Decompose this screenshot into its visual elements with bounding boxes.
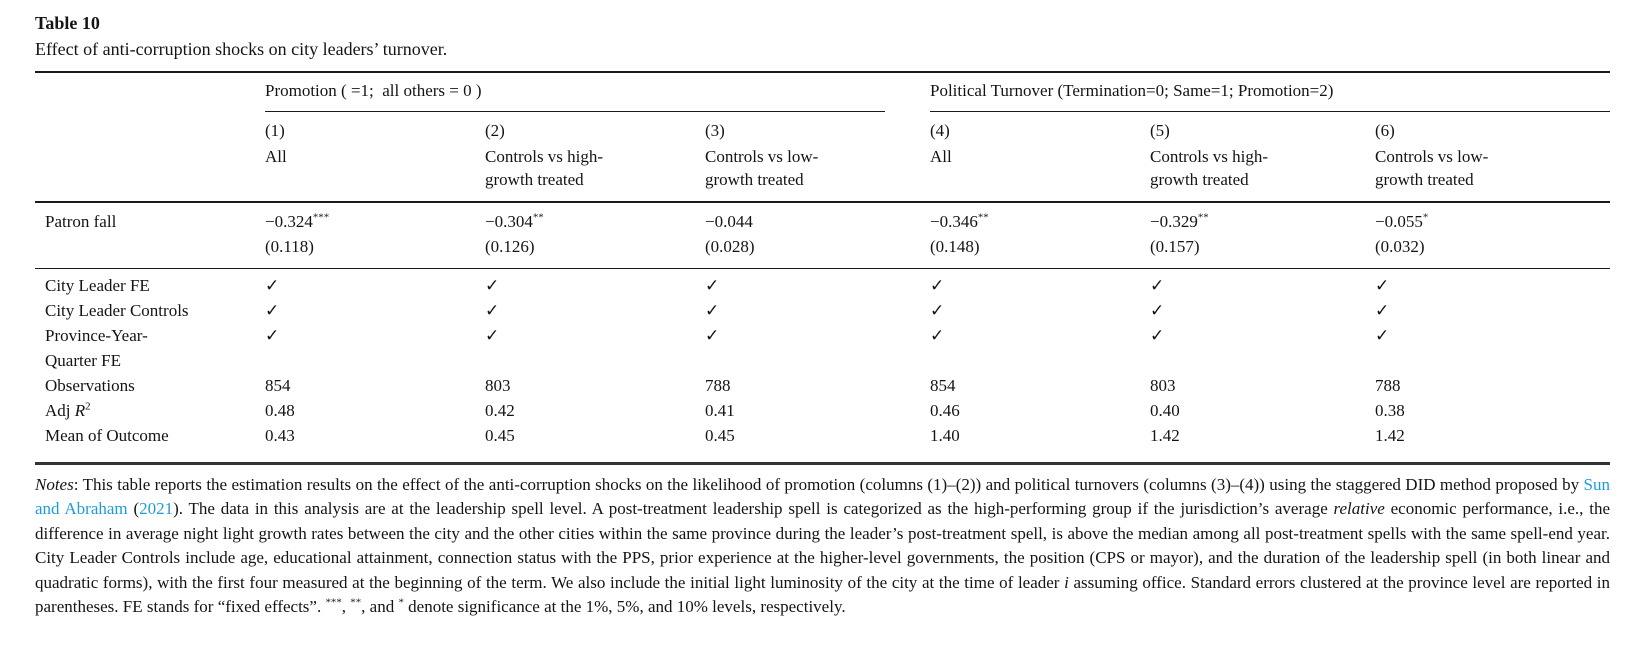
spec-row-adj-r2 — [35, 398, 1610, 423]
observations-value: 788 — [705, 376, 731, 395]
mean-outcome-value: 1.40 — [930, 426, 960, 445]
column-group-promotion — [265, 73, 930, 112]
coefficient-row — [35, 203, 1610, 234]
observations-value: 854 — [930, 376, 956, 395]
coefficient-value: −0.329 — [1150, 211, 1198, 231]
horizontal-rule — [35, 462, 1610, 465]
check-mark: ✓ — [930, 301, 945, 320]
mean-outcome-value: 0.45 — [485, 426, 515, 445]
standard-error: (0.157) — [1150, 236, 1200, 256]
column-label: Controls vs low- — [705, 147, 819, 166]
text-segment: , and — [361, 597, 399, 616]
spacer-cell — [35, 234, 265, 268]
significance-stars: *** — [312, 210, 330, 223]
adj-r2-value: 0.46 — [930, 401, 960, 420]
coefficient-value: −0.324 — [265, 211, 313, 231]
significance-stars: ** — [532, 210, 544, 223]
check-mark: ✓ — [705, 326, 720, 345]
text-segment: Province-Year- — [45, 326, 148, 345]
superscript-text: *** — [325, 596, 342, 609]
column-header-6 — [1375, 112, 1610, 201]
coefficient-value: −0.304 — [485, 211, 533, 231]
check-mark: ✓ — [1375, 326, 1390, 345]
text-segment: R — [74, 401, 86, 420]
text-segment: denote significance at the 1%, 5%, and 10% levels, respectively. — [403, 597, 846, 616]
mean-outcome-value: 0.45 — [705, 426, 735, 445]
text-segment: City Leader FE — [45, 276, 150, 295]
row-label — [35, 323, 265, 373]
text-segment: i — [1064, 572, 1069, 592]
column-header-4 — [930, 112, 1150, 201]
check-mark: ✓ — [930, 276, 945, 295]
coefficient-cell — [265, 203, 485, 234]
adj-r2-value: 0.40 — [1150, 401, 1180, 420]
text-segment: City Leader Controls — [45, 301, 189, 320]
check-mark: ✓ — [265, 301, 280, 320]
column-group-political-turnover — [930, 73, 1610, 112]
column-header-1 — [265, 112, 485, 201]
observations-value: 803 — [485, 376, 511, 395]
check-mark: ✓ — [705, 276, 720, 295]
column-number: (5) — [1150, 121, 1170, 140]
spec-row-city-leader-controls — [35, 298, 1610, 323]
observations-value: 803 — [1150, 376, 1176, 395]
column-header-5 — [1150, 112, 1375, 201]
standard-error: (0.148) — [930, 236, 980, 256]
row-label — [35, 398, 265, 423]
column-number: (3) — [705, 121, 725, 140]
citation-link[interactable]: Sun and Abraham — [35, 474, 1610, 518]
significance-stars: * — [1422, 210, 1429, 223]
coefficient-cell — [1150, 203, 1375, 234]
check-mark: ✓ — [1150, 326, 1165, 345]
standard-error: (0.126) — [485, 236, 535, 256]
standard-error-row — [35, 234, 1610, 268]
text-segment: : This table reports the estimation results on the effect of the anti-corruption shocks on the likelihood of promotion (columns (1)–(2)) and political turnovers (columns (3)–(4)) using the staggered DID method proposed by — [73, 474, 1584, 494]
standard-error: (0.118) — [265, 236, 314, 256]
coefficient-value: −0.346 — [930, 211, 978, 231]
spec-row-city-leader-fe — [35, 269, 1610, 298]
notes-paragraph — [35, 473, 1610, 620]
column-label: Controls vs high- — [485, 147, 604, 166]
check-mark: ✓ — [265, 276, 280, 295]
column-label: All — [930, 147, 952, 166]
table-caption: Effect of anti-corruption shocks on city leaders’ turnover. — [35, 39, 448, 59]
spec-row-mean-of-outcome — [35, 423, 1610, 462]
column-number: (4) — [930, 121, 950, 140]
check-mark: ✓ — [265, 326, 280, 345]
check-mark: ✓ — [930, 326, 945, 345]
row-label — [35, 298, 265, 323]
coefficient-cell — [930, 203, 1150, 234]
check-mark: ✓ — [1150, 276, 1165, 295]
row-label — [35, 423, 265, 462]
row-label: Patron fall — [45, 211, 117, 231]
significance-stars: ** — [1197, 210, 1209, 223]
text-segment: economic performance, i.e., the difference in average night light growth rates between the city and the other cities within the same province during the leader’s post-treatment spell, is above the median among all post-treatment spells with the same spell-end year. City Leader Controls include age, educational attainment, connection status with the PPS, prior experience at the higher-level governments, the position (CPS or mayor), and the duration of the leadership spell (in both linear and quadratic forms), with the first four measured at the beginning of the term. We also include the initial light luminosity of the city at the time of leader — [35, 499, 1610, 592]
superscript-text: 2 — [85, 400, 91, 413]
column-number: (2) — [485, 121, 505, 140]
column-group-header: Political Turnover (Termination=0; Same=1; Promotion=2) — [930, 73, 1610, 112]
coefficient-value: −0.055 — [1375, 211, 1423, 231]
column-label: growth treated — [485, 170, 584, 189]
check-mark: ✓ — [485, 276, 500, 295]
adj-r2-value: 0.42 — [485, 401, 515, 420]
check-mark: ✓ — [1375, 276, 1390, 295]
citation-link[interactable]: 2021 — [139, 499, 174, 518]
column-header-3 — [705, 112, 930, 201]
text-segment: relative — [1333, 499, 1385, 518]
spacer-cell — [35, 73, 265, 112]
coefficient-cell — [1375, 203, 1610, 234]
spec-row-observations — [35, 373, 1610, 398]
observations-value: 854 — [265, 376, 291, 395]
column-label: Controls vs high- — [1150, 147, 1269, 166]
observations-value: 788 — [1375, 376, 1401, 395]
text-segment: ( — [127, 499, 140, 518]
text-segment: assuming office. Standard errors clustered at the province level are reported in parentheses. FE stands for “fixed effects”. — [35, 572, 1610, 616]
standard-error: (0.032) — [1375, 236, 1425, 256]
coefficient-cell — [705, 203, 930, 234]
check-mark: ✓ — [705, 301, 720, 320]
column-label: growth treated — [1150, 170, 1249, 189]
text-segment: Notes — [35, 474, 74, 494]
column-label: growth treated — [705, 170, 804, 189]
mean-outcome-value: 0.43 — [265, 426, 295, 445]
check-mark: ✓ — [1150, 301, 1165, 320]
adj-r2-value: 0.38 — [1375, 401, 1405, 420]
text-segment: Mean of Outcome — [45, 426, 169, 445]
column-header-row — [35, 112, 1610, 201]
column-number: (6) — [1375, 121, 1395, 140]
row-label — [35, 373, 265, 398]
column-label: growth treated — [1375, 170, 1474, 189]
text-segment: , — [341, 597, 351, 616]
check-mark: ✓ — [1375, 301, 1390, 320]
check-mark: ✓ — [485, 301, 500, 320]
coefficient-cell — [485, 203, 705, 234]
column-label: Controls vs low- — [1375, 147, 1489, 166]
mean-outcome-value: 1.42 — [1150, 426, 1180, 445]
table-label: Table 10 — [35, 13, 100, 33]
spacer-cell — [35, 112, 265, 201]
column-header-2 — [485, 112, 705, 201]
text-segment: Adj — [45, 401, 75, 420]
standard-error: (0.028) — [705, 236, 755, 256]
text-segment: ). The data in this analysis are at the leadership spell level. A post-treatment leadership spell is categorized as the high-performing group if the jurisdiction’s average — [173, 499, 1334, 518]
row-label — [35, 269, 265, 298]
text-segment: Quarter FE — [45, 351, 122, 370]
text-segment: Observations — [45, 376, 135, 395]
adj-r2-value: 0.48 — [265, 401, 295, 420]
group-header-row — [35, 73, 1610, 112]
superscript-text: ** — [350, 596, 362, 609]
check-mark: ✓ — [485, 326, 500, 345]
superscript-text: * — [398, 596, 404, 609]
column-number: (1) — [265, 121, 285, 140]
column-group-header: Promotion ( =1; all others = 0 ) — [265, 73, 885, 112]
coefficient-value: −0.044 — [705, 211, 753, 231]
mean-outcome-value: 1.42 — [1375, 426, 1405, 445]
significance-stars: ** — [977, 210, 989, 223]
column-label: All — [265, 147, 287, 166]
adj-r2-value: 0.41 — [705, 401, 735, 420]
spec-row-province-year-quarter-fe — [35, 323, 1610, 373]
